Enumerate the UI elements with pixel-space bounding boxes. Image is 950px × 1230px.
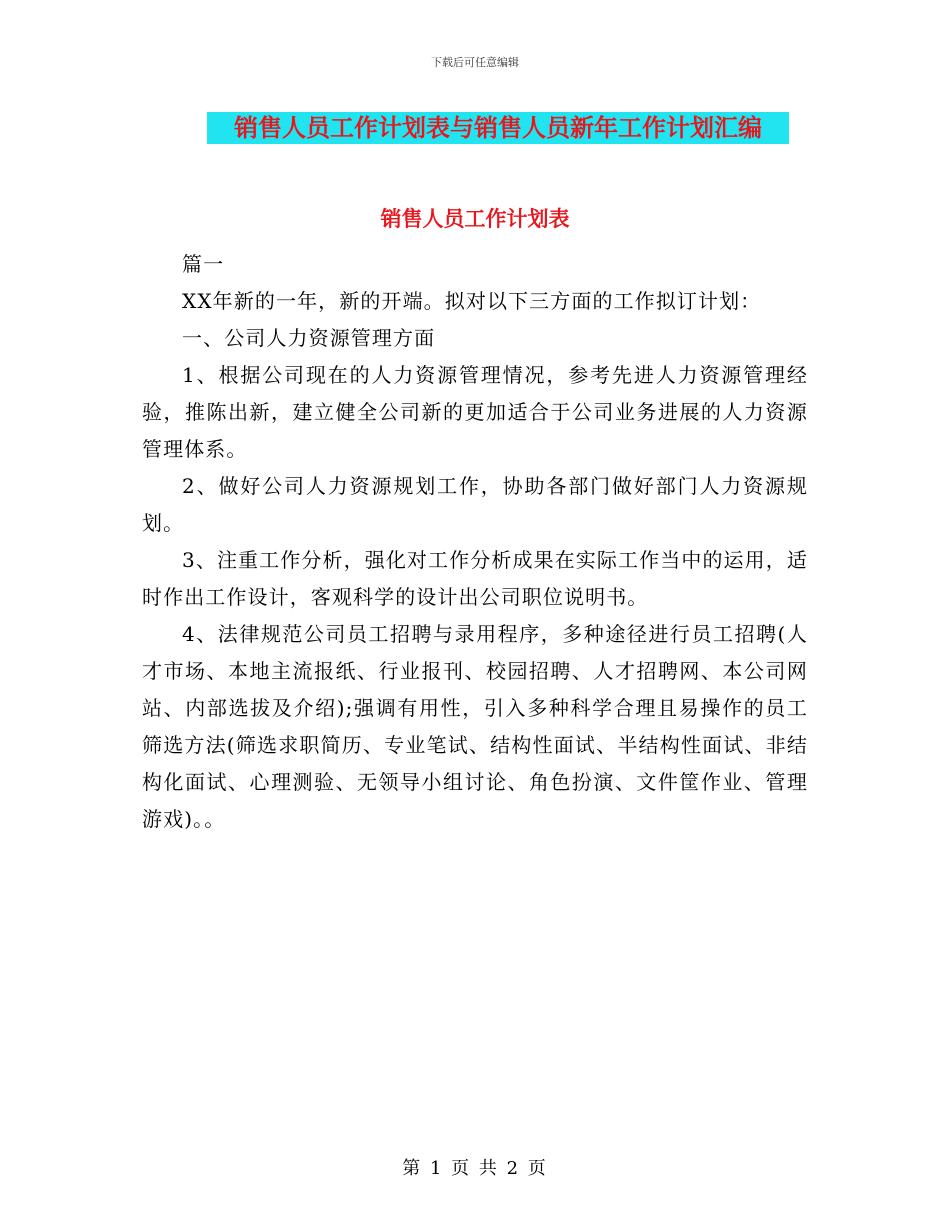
section-title: 销售人员工作计划表	[380, 207, 570, 231]
header-note: 下载后可任意编辑	[431, 56, 519, 69]
paragraph-item-3: 3、注重工作分析，强化对工作分析成果在实际工作当中的运用，适时作出工作设计，客观科学的设计出公司职位说明书。	[142, 548, 808, 609]
paragraph-part-label: 篇一	[182, 252, 225, 276]
paragraph-item-2: 2、做好公司人力资源规划工作，协助各部门做好部门人力资源规划。	[142, 474, 808, 535]
document-title: 销售人员工作计划表与销售人员新年工作计划汇编	[207, 112, 789, 144]
paragraph-intro: XX年新的一年，新的开端。拟对以下三方面的工作拟订计划：	[182, 289, 762, 313]
document-body	[142, 246, 808, 838]
paragraph-heading-hr: 一、公司人力资源管理方面	[182, 326, 436, 350]
page-footer: 第 1 页 共 2 页	[402, 1158, 548, 1179]
paragraph-item-1: 1、根据公司现在的人力资源管理情况，参考先进人力资源管理经验，推陈出新，建立健全公司新的更加适合于公司业务进展的人力资源管理体系。	[142, 363, 808, 461]
paragraph-item-4: 4、法律规范公司员工招聘与录用程序，多种途径进行员工招聘(人才市场、本地主流报纸、行业报刊、校园招聘、人才招聘网、本公司网站、内部选拔及介绍);强调有用性，引入多种科学合理且易操作的员工筛选方法(筛选求职简历、专业笔试、结构性面试、半结构性面试、非结构化面试、心理测验、无领导小组讨论、角色扮演、文件筐作业、管理游戏)。。	[142, 622, 808, 831]
